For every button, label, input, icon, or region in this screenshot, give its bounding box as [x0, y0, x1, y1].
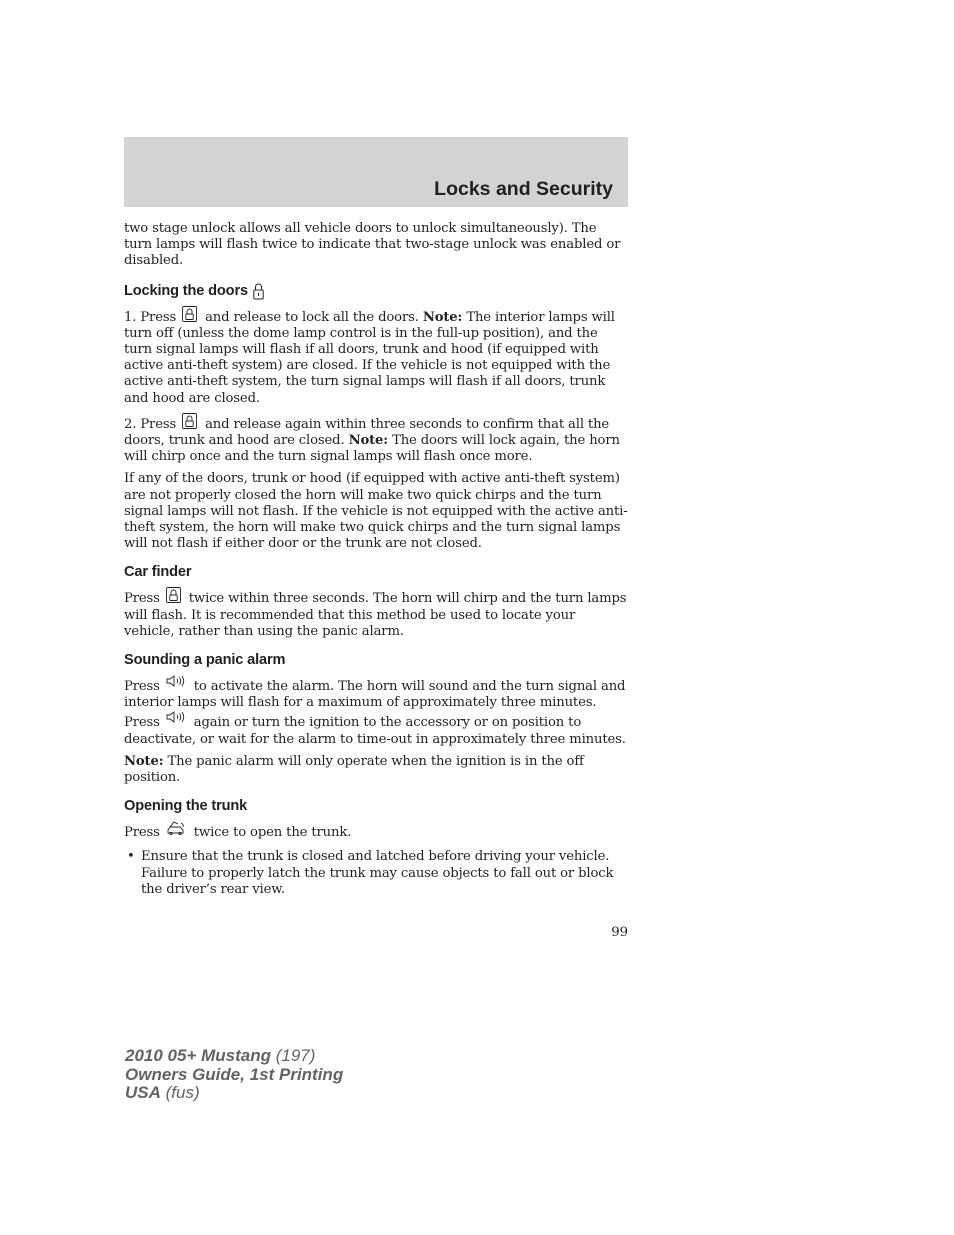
locking-paragraph-3: If any of the doors, trunk or hood (if equipped with active anti-theft system) are not properly closed the horn will make two quick chirps and the turn signal lamps will not flash. If the vehicle is not equipped with the active anti-theft system, the horn will make two quick chirps and the turn signal lamps will not flash if either door or the trunk are not closed. [124, 471, 628, 552]
panic-horn-icon [166, 675, 186, 687]
trunk-open-icon [166, 821, 186, 835]
lock-icon [253, 282, 264, 300]
bullet-glyph: • [127, 849, 135, 865]
footer-line-3: USA (fus) [125, 1083, 200, 1102]
locking-step-1: 1. Press and release to lock all the doors. Note: The interior lamps will turn off (unless the dome lamp control is in the full-up position), and the turn signal lamps will flash if all doors, trunk and hood (if equipped with active anti-theft system) are closed. If the vehicle is not equipped with the active anti-theft system, the turn signal lamps will flash if all doors, trunk and hood are closed. [124, 306, 628, 407]
list-item: • Ensure that the trunk is closed and latched before driving your vehicle. Failure to properly latch the trunk may cause objects to fall out or block the driver’s rear view. [127, 849, 614, 897]
heading-locking-doors: Locking the doors [124, 282, 628, 300]
heading-opening-trunk: Opening the trunk [124, 798, 248, 815]
locking-step-2: 2. Press and release again within three seconds to confirm that all the doors, trunk and hood are closed. Note: The doors will lock again, the horn will chirp once and the turn signal lamps will flash once more. [124, 413, 628, 466]
car-finder-paragraph: Press twice within three seconds. The horn will chirp and the turn lamps will flash. It is recommended that this method be used to locate your vehicle, rather than using the panic alarm. [124, 587, 628, 640]
trunk-bullet-list [124, 849, 628, 898]
footer-line-2: Owners Guide, 1st Printing [125, 1064, 344, 1084]
heading-car-finder: Car finder [124, 564, 192, 581]
heading-panic-alarm: Sounding a panic alarm [124, 652, 286, 669]
panic-note: Note: The panic alarm will only operate when the ignition is in the off position. [124, 753, 584, 786]
page-number: 99 [611, 925, 628, 940]
document-footer [125, 1047, 343, 1103]
panic-horn-icon [166, 711, 186, 723]
page-content [124, 221, 628, 898]
lock-icon [182, 413, 197, 429]
footer-line-1: 2010 05+ Mustang (197) [125, 1046, 316, 1065]
intro-paragraph: two stage unlock allows all vehicle doors to unlock simultaneously). The turn lamps will flash twice to indicate that two-stage unlock was enabled or disabled. [124, 221, 621, 269]
trunk-paragraph: Press twice to open the trunk. [124, 821, 628, 841]
section-header-band [124, 137, 628, 207]
section-title: Locks and Security [434, 178, 613, 200]
lock-icon [182, 306, 197, 322]
panic-paragraph: Press to activate the alarm. The horn will sound and the turn signal and interior lamps will flash for a maximum of approximately three minutes. Press again or turn the ignition to the accessory or on position to deactivate, or wait for the alarm to time-out in approximately three minutes. [124, 675, 628, 748]
lock-icon [166, 587, 181, 603]
